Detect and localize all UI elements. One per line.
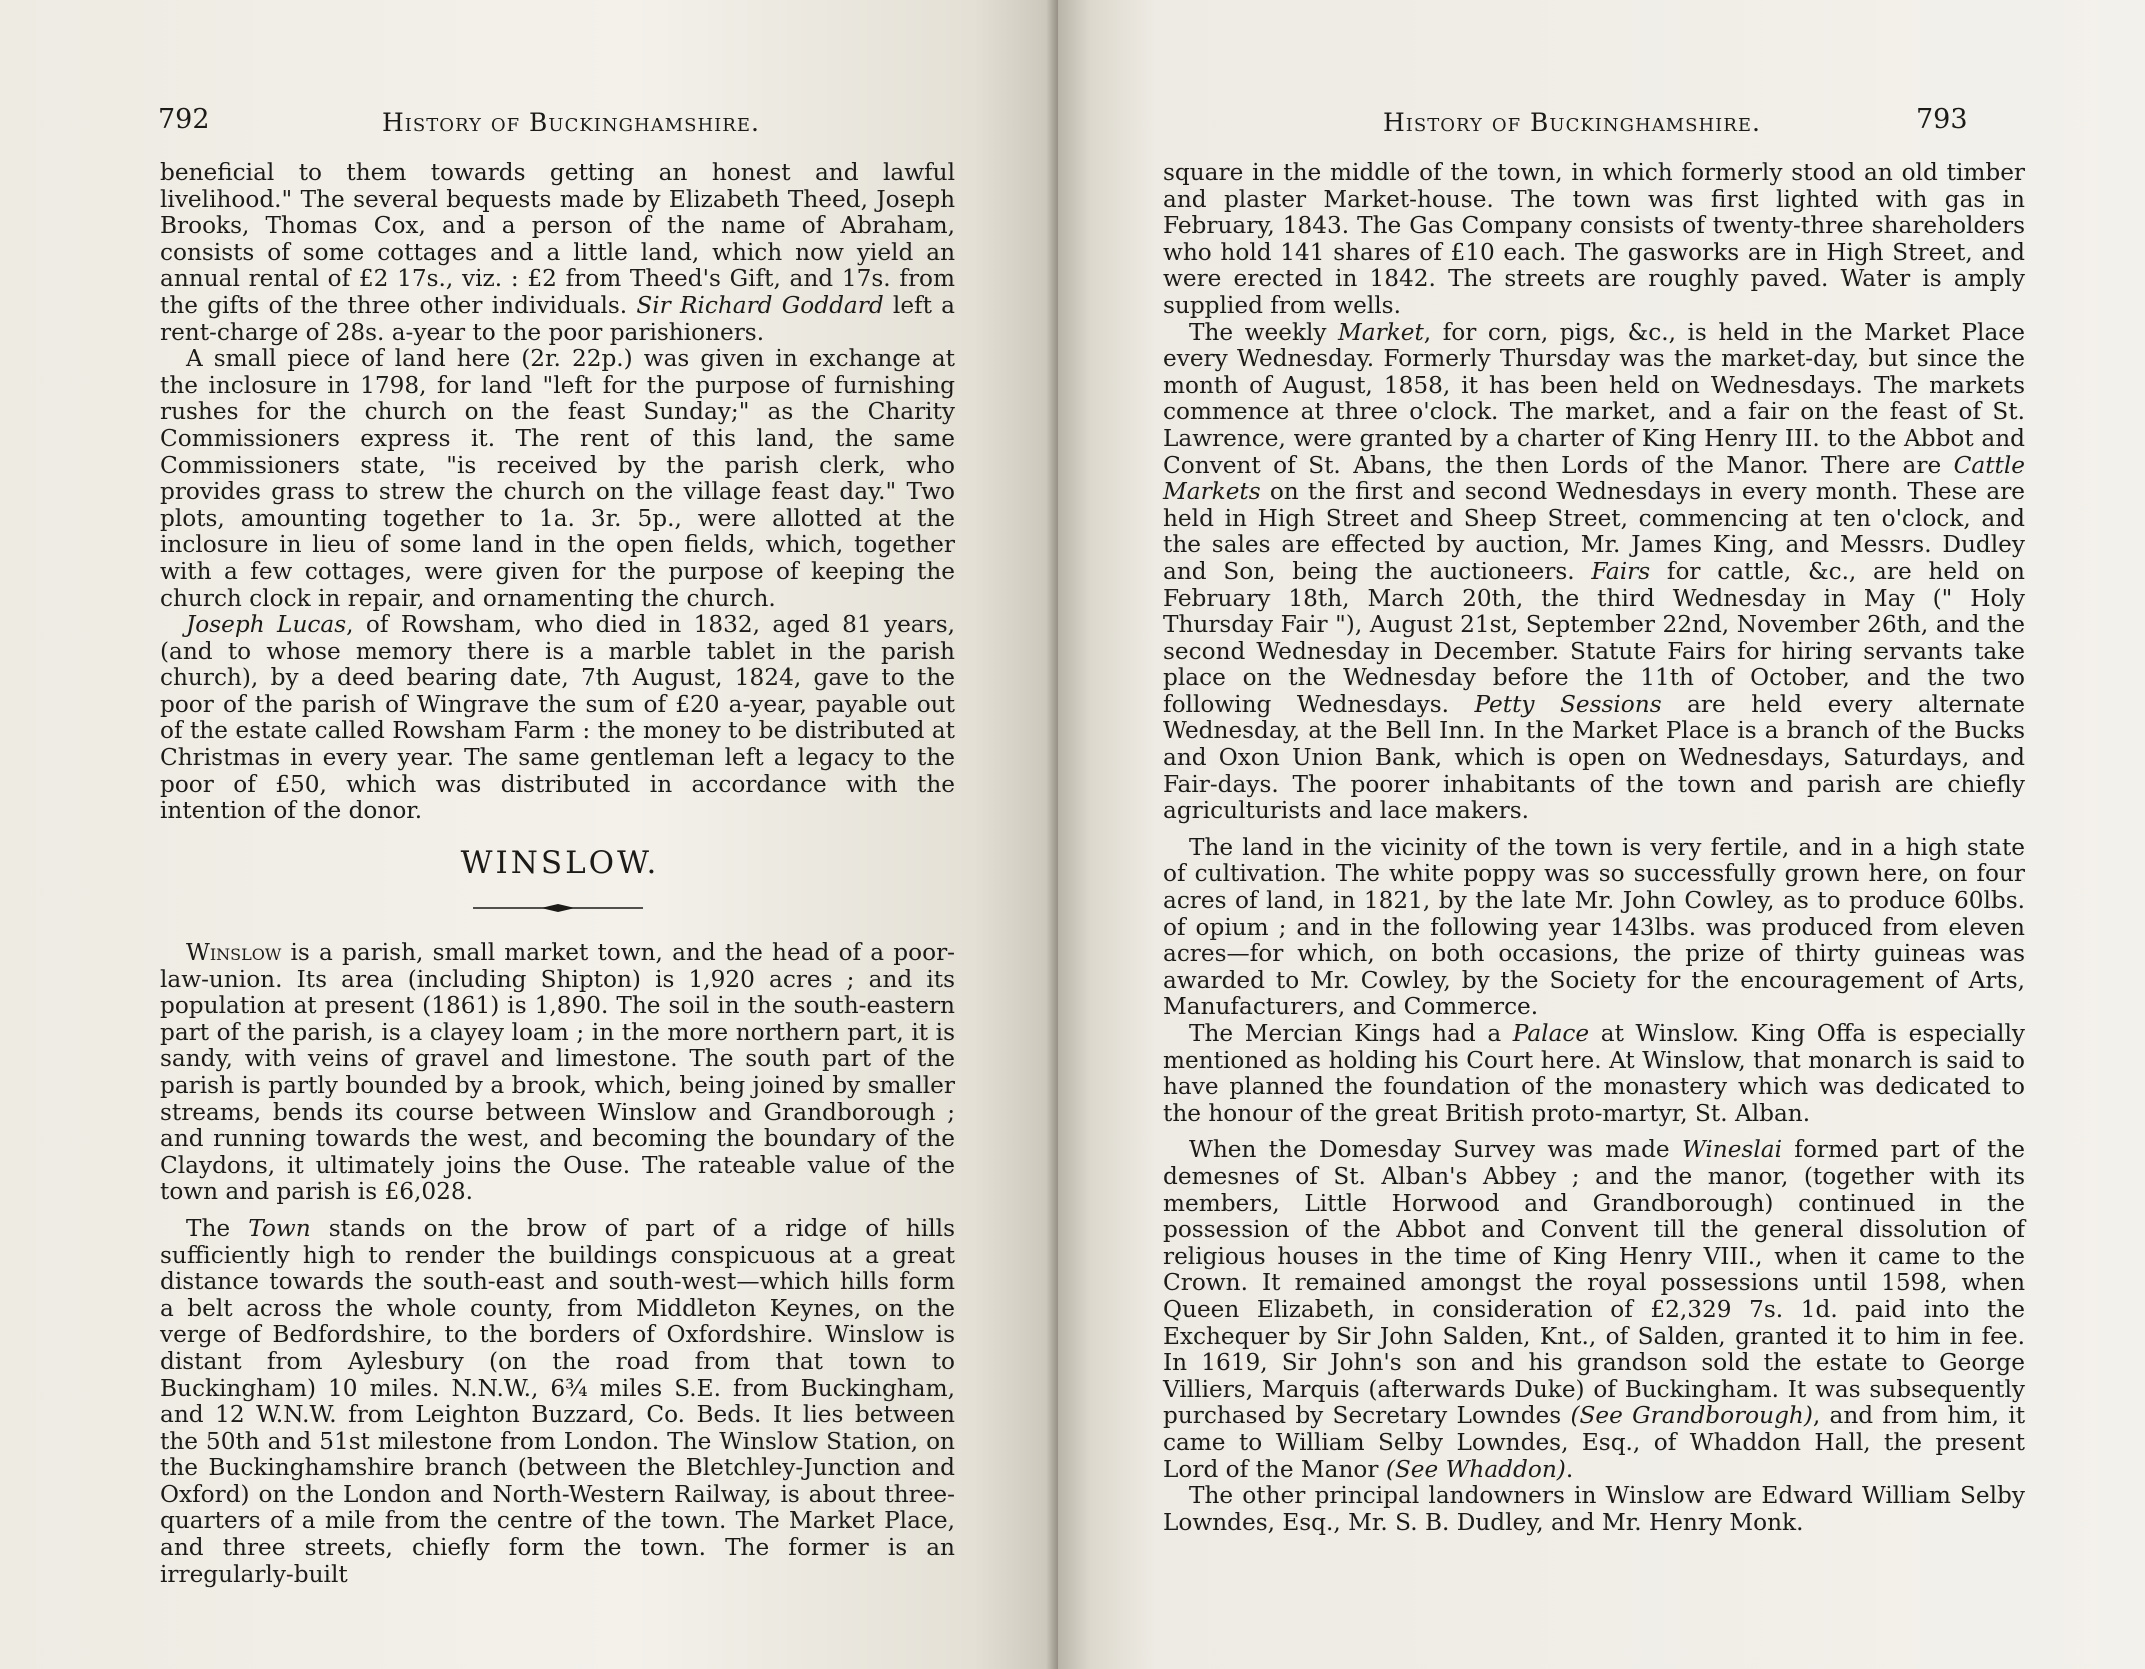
text-run: The other principal landowners in Winslow are Edward William Selby Lowndes, Esq., Mr. S. B. Dudley, and Mr. Henry Monk.: [1163, 1482, 2025, 1536]
paragraph: [1163, 1137, 2025, 1483]
italic-text: Wineslai: [1681, 1136, 1782, 1164]
text-run: When the Domesday Survey was made: [1189, 1136, 1682, 1164]
text-run: The: [186, 1214, 249, 1242]
text-run: square in the middle of the town, in which formerly stood an old timber and plaster Market-house. The town was first lighted with gas in February, 1843. The Gas Company consists of twenty-three shareholders who hold 141 shares of £10 each. The gasworks are in High Street, and were erected in 1842. The streets are roughly paved. Water is amply supplied from wells.: [1163, 159, 2025, 319]
paragraph: [1163, 1021, 2025, 1127]
text-run: is a parish, small market town, and the head of a poor-law-union. Its area (including Shipton) is 1,920 acres ; and its population at present (1861) is 1,890. The soil in the south-eastern part of the parish, is a clayey loam ; in the more northern part, it is sandy, with veins of gravel and limestone. The south part of the parish is partly bounded by a brook, which, being joined by smaller streams, bends its course between Winslow and Grandborough ; and running towards the west, and becoming the boundary of the Claydons, it ultimately joins the Ouse. The rateable value of the town and parish is £6,028.: [160, 939, 955, 1206]
italic-text: Fairs: [1591, 557, 1651, 585]
text-run: Winslow: [186, 939, 282, 966]
paragraph: [160, 160, 955, 346]
paragraph: [160, 612, 955, 825]
paragraph: [1163, 835, 2025, 1021]
italic-text: Cattle Markets: [1163, 451, 2025, 506]
text-run: The land in the vicinity of the town is very fertile, and in a high state of cultivation. The white poppy was so successfully grown here, on four acres of land, in 1821, by the late Mr. John Cowley, as to produce 60lbs. of opium ; and in the following year 143lbs. was produced from eleven acres—for which, on both occasions, the prize of thirty guineas was awarded to Mr. Cowley, by the Society for the encouragement of Arts, Manufacturers, and Commerce.: [1163, 833, 2025, 1021]
paragraph: [1163, 160, 2025, 320]
paragraph: [1163, 320, 2025, 825]
text-run: , and from him, it came to William Selby Lowndes, Esq., of Whaddon Hall, the present Lord of the Manor: [1163, 1402, 2026, 1483]
right-running-head: History of Buckinghamshire.: [1383, 108, 1761, 137]
text-run: for cattle, &c., are held on February 18th, March 20th, the third Wednesday in May (" Holy Thursday Fair "), August 21st, September 22nd, November 26th, and the second Wednesday in December. Statute Fairs for hiring servants take place on the Wednesday before the 11th of October, and the two following Wednesdays.: [1163, 557, 2025, 718]
italic-text: Market: [1338, 318, 1424, 346]
text-run: at Winslow. King Offa is especially mentioned as holding his Court here. At Winslow, that monarch is said to have planned the foundation of the monastery which was dedicated to the honour of the great British proto-martyr, St. Alban.: [1163, 1020, 2025, 1127]
italic-text: (See Grandborough): [1570, 1402, 1813, 1430]
paragraph: [160, 1216, 955, 1588]
text-run: are held every alternate Wednesday, at the Bell Inn. In the Market Place is a branch of the Bucks and Oxon Union Bank, which is open on Wednesdays, Saturdays, and Fair-days. The poorer inhabitants of the town and parish are chiefly agriculturists and lace makers.: [1163, 690, 2025, 825]
text-run: left a rent-charge of 28s. a-year to the poor parishioners.: [160, 291, 955, 346]
italic-text: Town: [248, 1214, 311, 1242]
left-running-head: History of Buckinghamshire.: [382, 108, 760, 137]
paragraph: [160, 940, 955, 1206]
right-text: [1163, 160, 2025, 1536]
section-heading: WINSLOW.: [460, 845, 660, 881]
right-page: [1058, 0, 2145, 1669]
paragraph: [1163, 1483, 2025, 1536]
italic-text: Petty Sessions: [1474, 690, 1662, 718]
text-run: The Mercian Kings had a: [1189, 1020, 1513, 1047]
text-run: on the first and second Wednesdays in every month. These are held in High Street and Sheep Street, commencing at ten o'clock, and the sales are effected by auction, Mr. James King, and Messrs. Dudley and Son, being the auctioneers.: [1163, 478, 2025, 585]
text-run: .: [1565, 1455, 1574, 1483]
left-bottom-text: [160, 940, 955, 1588]
italic-text: (See Whaddon): [1385, 1455, 1566, 1483]
text-run: formed part of the demesnes of St. Alban's Abbey ; and the manor, (together with its members, Little Horwood and Grandborough) continued in the possession of the Abbot and Convent till the general dissolution of religious houses in the time of King Henry VIII., when it came to the Crown. It remained amongst the royal possessions until 1598, when Queen Elizabeth, in consideration of £2,329 7s. 1d. paid into the Exchequer by Sir John Salden, Knt., of Salden, granted it to him in fee. In 1619, Sir John's son and his grandson sold the estate to George Villiers, Marquis (afterwards Duke) of Buckingham. It was subsequently purchased by Secretary Lowndes: [1163, 1136, 2025, 1430]
text-run: beneficial to them towards getting an honest and lawful livelihood." The several bequests made by Elizabeth Theed, Joseph Brooks, Thomas Cox, and a person of the name of Abraham, consists of some cottages and a little land, which now yield an annual rental of £2 17s., viz. : £2 from Theed's Gift, and 17s. from the gifts of the three other individuals.: [160, 159, 955, 319]
text-run: A small piece of land here (2r. 22p.) was given in exchange at the inclosure in 1798, for land "left for the purpose of furnishing rushes for the church on the feast Sunday;" as the Charity Commissioners express it. The rent of this land, the same Commissioners state, "is received by the parish clerk, who provides grass to strew the church on the village feast day." Two plots, amounting together to 1a. 3r. 5p., were allotted at the inclosure in lieu of some land in the open fields, which, together with a few cottages, were given for the purpose of keeping the church clock in repair, and ornamenting the church.: [160, 345, 955, 612]
italic-text: Palace: [1512, 1020, 1590, 1047]
left-top-text: [160, 160, 955, 825]
left-page-number: 792: [158, 104, 210, 135]
ornamental-rule: [473, 901, 643, 915]
paragraph: [160, 346, 955, 612]
italic-text: Joseph Lucas: [186, 611, 347, 639]
left-page: [0, 0, 1058, 1669]
right-page-number: 793: [1916, 104, 1968, 135]
text-run: , of Rowsham, who died in 1832, aged 81 years, (and to whose memory there is a marble tablet in the parish church), by a deed bearing date, 7th August, 1824, gave to the poor of the parish of Wingrave the sum of £20 a-year, payable out of the estate called Rowsham Farm : the money to be distributed at Christmas in every year. The same gentleman left a legacy to the poor of £50, which was distributed in accordance with the intention of the donor.: [160, 611, 955, 825]
text-run: , for corn, pigs, &c., is held in the Market Place every Wednesday. Formerly Thursday was the market-day, but since the month of August, 1858, it has been held on Wednesdays. The markets commence at three o'clock. The market, and a fair on the feast of St. Lawrence, were granted by a charter of King Henry III. to the Abbot and Convent of St. Abans, the then Lords of the Manor. There are: [1163, 318, 2025, 479]
italic-text: Sir Richard Goddard: [636, 291, 884, 319]
text-run: The weekly: [1189, 318, 1339, 346]
text-run: stands on the brow of part of a ridge of hills sufficiently high to render the buildings conspicuous at a great distance towards the south-east and south-west—which hills form a belt across the whole county, from Middleton Keynes, on the verge of Bedfordshire, to the borders of Oxfordshire. Winslow is distant from Aylesbury (on the road from that town to Buckingham) 10 miles. N.N.W., 6¾ miles S.E. from Buckingham, and 12 W.N.W. from Leighton Buzzard, Co. Beds. It lies between the 50th and 51st milestone from London. The Winslow Station, on the Buckinghamshire branch (between the Bletchley-Junction and Oxford) on the London and North-Western Railway, is about three-quarters of a mile from the centre of the town. The Market Place, and three streets, chiefly form the town. The former is an irregularly-built: [160, 1214, 955, 1588]
